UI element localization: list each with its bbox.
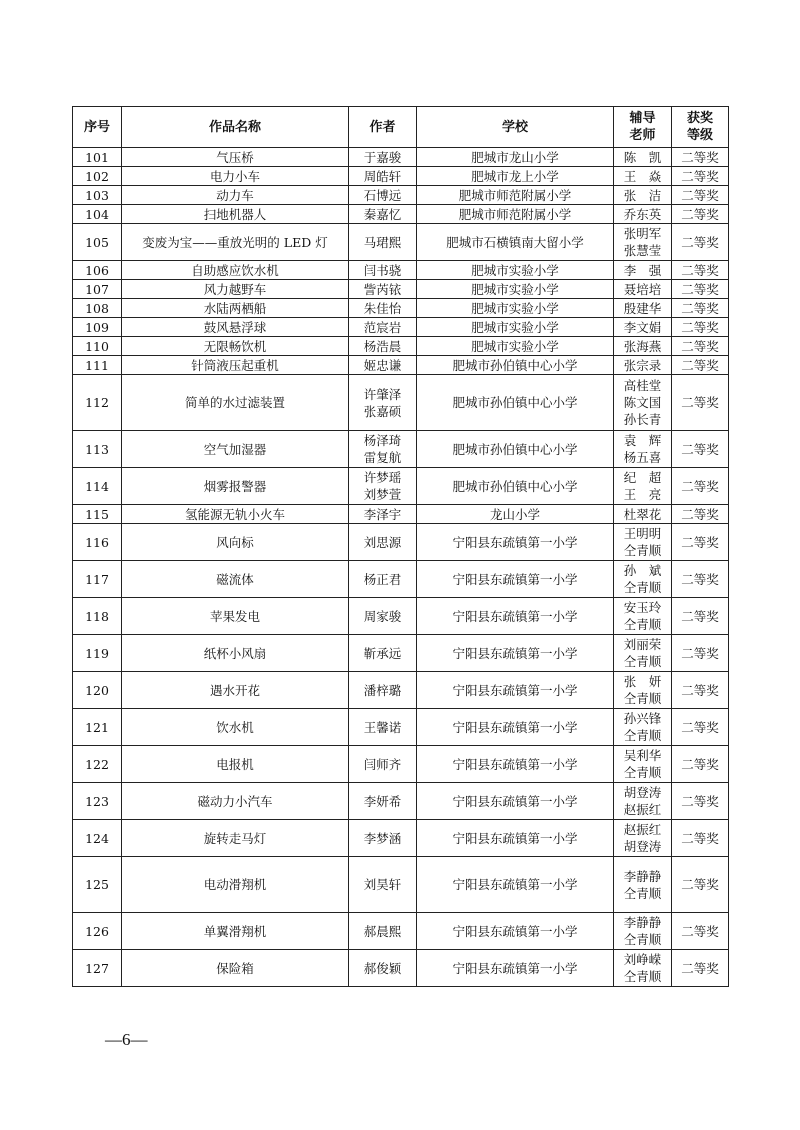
- cell-no: 125: [73, 857, 122, 913]
- cell-work: 风向标: [122, 524, 349, 561]
- table-row: [73, 280, 729, 299]
- table-row: [73, 746, 729, 783]
- cell-author: 许肇泽 张嘉硕: [349, 375, 417, 431]
- cell-author: 周皓轩: [349, 167, 417, 186]
- cell-tutor: 张 洁: [614, 186, 672, 205]
- table-row: [73, 186, 729, 205]
- cell-school: 宁阳县东疏镇第一小学: [417, 857, 614, 913]
- cell-award: 二等奖: [672, 186, 729, 205]
- cell-school: 宁阳县东疏镇第一小学: [417, 561, 614, 598]
- cell-no: 117: [73, 561, 122, 598]
- header-no: 序号: [73, 107, 122, 148]
- table-row: [73, 505, 729, 524]
- cell-work: 电动滑翔机: [122, 857, 349, 913]
- cell-author: 周家骏: [349, 598, 417, 635]
- cell-school: 宁阳县东疏镇第一小学: [417, 950, 614, 987]
- cell-author: 刘昊轩: [349, 857, 417, 913]
- table-row: [73, 299, 729, 318]
- cell-no: 126: [73, 913, 122, 950]
- cell-award: 二等奖: [672, 280, 729, 299]
- cell-award: 二等奖: [672, 318, 729, 337]
- cell-work: 遇水开花: [122, 672, 349, 709]
- cell-award: 二等奖: [672, 561, 729, 598]
- cell-award: 二等奖: [672, 950, 729, 987]
- cell-school: 龙山小学: [417, 505, 614, 524]
- cell-tutor: 乔东英: [614, 205, 672, 224]
- cell-award: 二等奖: [672, 820, 729, 857]
- header-school: 学校: [417, 107, 614, 148]
- page-number: —6—: [105, 1030, 148, 1049]
- table-row: [73, 783, 729, 820]
- table-row: [73, 598, 729, 635]
- cell-work: 鼓风悬浮球: [122, 318, 349, 337]
- cell-tutor: 殷建华: [614, 299, 672, 318]
- cell-work: 针筒液压起重机: [122, 356, 349, 375]
- table-row: [73, 167, 729, 186]
- cell-school: 肥城市师范附属小学: [417, 186, 614, 205]
- cell-no: 120: [73, 672, 122, 709]
- cell-no: 108: [73, 299, 122, 318]
- cell-author: 李梦涵: [349, 820, 417, 857]
- cell-tutor: 张宗录: [614, 356, 672, 375]
- cell-no: 122: [73, 746, 122, 783]
- cell-work: 磁动力小汽车: [122, 783, 349, 820]
- cell-no: 116: [73, 524, 122, 561]
- cell-tutor: 刘峥嵘 仝青顺: [614, 950, 672, 987]
- cell-work: 气压桥: [122, 148, 349, 167]
- cell-tutor: 张海燕: [614, 337, 672, 356]
- cell-author: 姬忠谦: [349, 356, 417, 375]
- cell-work: 纸杯小风扇: [122, 635, 349, 672]
- cell-no: 114: [73, 468, 122, 505]
- cell-school: 宁阳县东疏镇第一小学: [417, 746, 614, 783]
- cell-work: 动力车: [122, 186, 349, 205]
- cell-award: 二等奖: [672, 635, 729, 672]
- cell-author: 闫师齐: [349, 746, 417, 783]
- table-row: [73, 224, 729, 261]
- table-header-row: [73, 107, 729, 148]
- cell-author: 杨浩晨: [349, 337, 417, 356]
- cell-no: 101: [73, 148, 122, 167]
- cell-award: 二等奖: [672, 746, 729, 783]
- table-row: [73, 950, 729, 987]
- cell-no: 109: [73, 318, 122, 337]
- cell-tutor: 陈 凯: [614, 148, 672, 167]
- cell-work: 风力越野车: [122, 280, 349, 299]
- cell-tutor: 孙 斌 仝青顺: [614, 561, 672, 598]
- cell-school: 肥城市孙伯镇中心小学: [417, 468, 614, 505]
- cell-award: 二等奖: [672, 505, 729, 524]
- cell-tutor: 李静静 仝青顺: [614, 857, 672, 913]
- header-award: 获奖 等级: [672, 107, 729, 148]
- cell-work: 空气加湿器: [122, 431, 349, 468]
- cell-award: 二等奖: [672, 857, 729, 913]
- table-row: [73, 561, 729, 598]
- cell-no: 124: [73, 820, 122, 857]
- cell-award: 二等奖: [672, 205, 729, 224]
- cell-school: 宁阳县东疏镇第一小学: [417, 598, 614, 635]
- cell-work: 自助感应饮水机: [122, 261, 349, 280]
- cell-award: 二等奖: [672, 356, 729, 375]
- cell-author: 郝俊颖: [349, 950, 417, 987]
- table-row: [73, 857, 729, 913]
- cell-award: 二等奖: [672, 337, 729, 356]
- cell-no: 127: [73, 950, 122, 987]
- cell-no: 107: [73, 280, 122, 299]
- cell-author: 訾芮铱: [349, 280, 417, 299]
- cell-tutor: 高桂堂 陈文国 孙长青: [614, 375, 672, 431]
- cell-no: 123: [73, 783, 122, 820]
- cell-no: 105: [73, 224, 122, 261]
- table-row: [73, 205, 729, 224]
- cell-author: 于嘉骏: [349, 148, 417, 167]
- cell-work: 水陆两栖船: [122, 299, 349, 318]
- cell-award: 二等奖: [672, 598, 729, 635]
- cell-no: 102: [73, 167, 122, 186]
- cell-award: 二等奖: [672, 261, 729, 280]
- cell-author: 杨泽琦 雷复航: [349, 431, 417, 468]
- cell-school: 宁阳县东疏镇第一小学: [417, 709, 614, 746]
- cell-work: 苹果发电: [122, 598, 349, 635]
- cell-work: 氢能源无轨小火车: [122, 505, 349, 524]
- cell-tutor: 王明明 仝青顺: [614, 524, 672, 561]
- cell-award: 二等奖: [672, 167, 729, 186]
- cell-school: 肥城市实验小学: [417, 261, 614, 280]
- table-row: [73, 148, 729, 167]
- cell-author: 朱佳怡: [349, 299, 417, 318]
- cell-tutor: 纪 超 王 亮: [614, 468, 672, 505]
- cell-work: 电报机: [122, 746, 349, 783]
- cell-tutor: 王 焱: [614, 167, 672, 186]
- cell-no: 121: [73, 709, 122, 746]
- cell-award: 二等奖: [672, 524, 729, 561]
- cell-tutor: 孙兴锋 仝青顺: [614, 709, 672, 746]
- cell-school: 肥城市孙伯镇中心小学: [417, 431, 614, 468]
- table-row: [73, 356, 729, 375]
- cell-work: 变废为宝——重放光明的 LED 灯: [122, 224, 349, 261]
- cell-author: 李妍希: [349, 783, 417, 820]
- cell-award: 二等奖: [672, 148, 729, 167]
- cell-author: 靳承远: [349, 635, 417, 672]
- table-row: [73, 709, 729, 746]
- header-author: 作者: [349, 107, 417, 148]
- header-work: 作品名称: [122, 107, 349, 148]
- cell-no: 115: [73, 505, 122, 524]
- cell-work: 简单的水过滤装置: [122, 375, 349, 431]
- cell-author: 范宸岩: [349, 318, 417, 337]
- table-row: [73, 913, 729, 950]
- cell-school: 肥城市石横镇南大留小学: [417, 224, 614, 261]
- cell-author: 秦嘉忆: [349, 205, 417, 224]
- cell-work: 扫地机器人: [122, 205, 349, 224]
- cell-tutor: 张 妍 仝青顺: [614, 672, 672, 709]
- cell-tutor: 李 强: [614, 261, 672, 280]
- cell-school: 宁阳县东疏镇第一小学: [417, 913, 614, 950]
- cell-author: 石博远: [349, 186, 417, 205]
- table-row: [73, 524, 729, 561]
- cell-no: 106: [73, 261, 122, 280]
- cell-no: 113: [73, 431, 122, 468]
- cell-tutor: 李静静 仝青顺: [614, 913, 672, 950]
- cell-author: 闫书骁: [349, 261, 417, 280]
- cell-school: 肥城市孙伯镇中心小学: [417, 356, 614, 375]
- cell-tutor: 聂培培: [614, 280, 672, 299]
- table-row: [73, 635, 729, 672]
- cell-author: 许梦瑶 刘梦萱: [349, 468, 417, 505]
- cell-tutor: 刘丽荣 仝青顺: [614, 635, 672, 672]
- cell-award: 二等奖: [672, 709, 729, 746]
- cell-work: 单翼滑翔机: [122, 913, 349, 950]
- cell-author: 潘梓璐: [349, 672, 417, 709]
- cell-award: 二等奖: [672, 224, 729, 261]
- cell-award: 二等奖: [672, 913, 729, 950]
- cell-work: 无限畅饮机: [122, 337, 349, 356]
- cell-author: 王馨诺: [349, 709, 417, 746]
- cell-author: 杨正君: [349, 561, 417, 598]
- table-row: [73, 337, 729, 356]
- cell-school: 肥城市实验小学: [417, 280, 614, 299]
- cell-tutor: 袁 辉 杨五喜: [614, 431, 672, 468]
- table-row: [73, 431, 729, 468]
- table-row: [73, 468, 729, 505]
- cell-no: 112: [73, 375, 122, 431]
- cell-author: 李泽宇: [349, 505, 417, 524]
- cell-author: 郝晨熙: [349, 913, 417, 950]
- cell-no: 103: [73, 186, 122, 205]
- cell-work: 磁流体: [122, 561, 349, 598]
- cell-work: 电力小车: [122, 167, 349, 186]
- table-row: [73, 672, 729, 709]
- cell-tutor: 安玉玲 仝青顺: [614, 598, 672, 635]
- cell-tutor: 吴利华 仝青顺: [614, 746, 672, 783]
- cell-award: 二等奖: [672, 468, 729, 505]
- table-row: [73, 261, 729, 280]
- cell-award: 二等奖: [672, 783, 729, 820]
- cell-school: 肥城市师范附属小学: [417, 205, 614, 224]
- cell-school: 肥城市实验小学: [417, 299, 614, 318]
- cell-school: 宁阳县东疏镇第一小学: [417, 820, 614, 857]
- header-tutor: 辅导 老师: [614, 107, 672, 148]
- cell-school: 肥城市龙上小学: [417, 167, 614, 186]
- cell-school: 肥城市龙山小学: [417, 148, 614, 167]
- cell-no: 110: [73, 337, 122, 356]
- awards-table: [72, 106, 729, 987]
- cell-tutor: 张明军 张慧莹: [614, 224, 672, 261]
- table-row: [73, 375, 729, 431]
- cell-school: 肥城市孙伯镇中心小学: [417, 375, 614, 431]
- cell-no: 119: [73, 635, 122, 672]
- cell-work: 保险箱: [122, 950, 349, 987]
- cell-work: 旋转走马灯: [122, 820, 349, 857]
- cell-work: 饮水机: [122, 709, 349, 746]
- cell-award: 二等奖: [672, 299, 729, 318]
- cell-no: 104: [73, 205, 122, 224]
- cell-school: 宁阳县东疏镇第一小学: [417, 783, 614, 820]
- cell-author: 刘思源: [349, 524, 417, 561]
- cell-author: 马珺熙: [349, 224, 417, 261]
- cell-tutor: 胡登涛 赵振红: [614, 783, 672, 820]
- cell-school: 肥城市实验小学: [417, 337, 614, 356]
- cell-school: 宁阳县东疏镇第一小学: [417, 524, 614, 561]
- cell-no: 118: [73, 598, 122, 635]
- cell-school: 宁阳县东疏镇第一小学: [417, 672, 614, 709]
- table-row: [73, 318, 729, 337]
- table-body: [73, 148, 729, 987]
- cell-award: 二等奖: [672, 375, 729, 431]
- cell-no: 111: [73, 356, 122, 375]
- cell-tutor: 李文娟: [614, 318, 672, 337]
- cell-tutor: 赵振红 胡登涛: [614, 820, 672, 857]
- cell-award: 二等奖: [672, 672, 729, 709]
- table-row: [73, 820, 729, 857]
- cell-school: 宁阳县东疏镇第一小学: [417, 635, 614, 672]
- cell-school: 肥城市实验小学: [417, 318, 614, 337]
- cell-tutor: 杜翠花: [614, 505, 672, 524]
- cell-work: 烟雾报警器: [122, 468, 349, 505]
- cell-award: 二等奖: [672, 431, 729, 468]
